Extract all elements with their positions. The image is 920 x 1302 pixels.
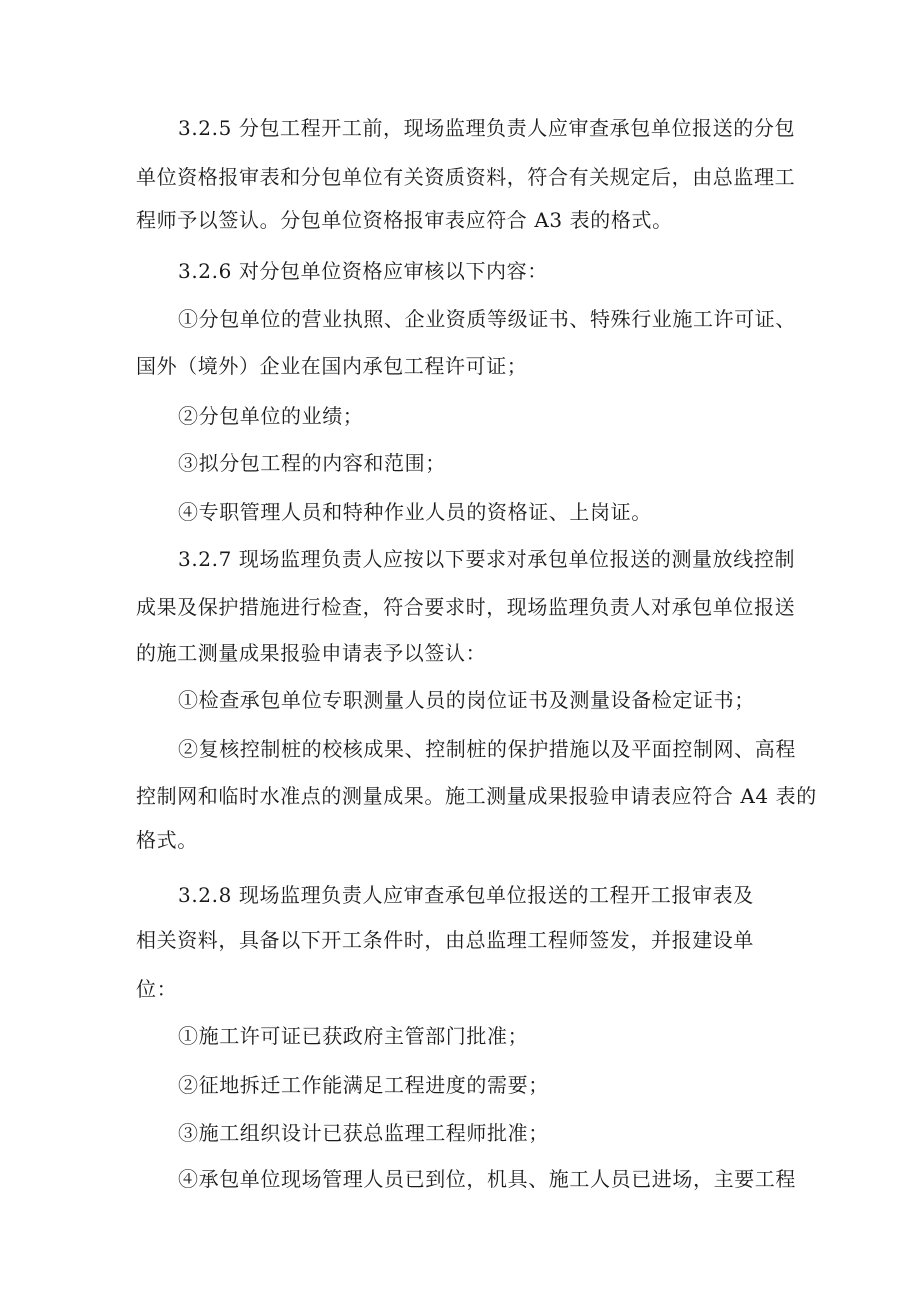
paragraph-line: ④承包单位现场管理人员已到位，机具、施工人员已进场，主要工程 (178, 1167, 796, 1191)
paragraph-line: ④专职管理人员和特种作业人员的资格证、上岗证。 (178, 500, 652, 524)
paragraph-line: ①检查承包单位专职测量人员的岗位证书及测量设备检定证书； (178, 688, 755, 712)
paragraph-line: ②分包单位的业绩； (178, 404, 364, 428)
paragraph-line: 控制网和临时水准点的测量成果。施工测量成果报验申请表应符合 A4 表的 (136, 784, 817, 808)
paragraph-line: ③施工组织设计已获总监理工程师批准； (178, 1121, 549, 1145)
paragraph-line: ①分包单位的营业执照、企业资质等级证书、特殊行业施工许可证、 (178, 307, 796, 331)
paragraph-line: 国外（境外）企业在国内承包工程许可证； (136, 354, 528, 378)
paragraph-line: 相关资料，具备以下开工条件时，由总监理工程师签发，并报建设单 (136, 928, 754, 952)
paragraph-line: 3.2.8 现场监理负责人应审查承包单位报送的工程开工报审表及 (178, 883, 754, 907)
paragraph-line: 程师予以签认。分包单位资格报审表应符合 A3 表的格式。 (136, 208, 673, 232)
paragraph-line: 格式。 (136, 828, 198, 852)
paragraph-line: 3.2.7 现场监理负责人应按以下要求对承包单位报送的测量放线控制 (178, 547, 796, 571)
paragraph-line: 3.2.5 分包工程开工前，现场监理负责人应审查承包单位报送的分包 (178, 116, 796, 140)
paragraph-line: 位： (136, 977, 178, 1001)
paragraph-line: ②征地拆迁工作能满足工程进度的需要； (178, 1073, 549, 1097)
paragraph-line: 成果及保护措施进行检查，符合要求时，现场监理负责人对承包单位报送 (136, 595, 796, 619)
paragraph-line: ②复核控制桩的校核成果、控制桩的保护措施以及平面控制网、高程 (178, 737, 796, 761)
paragraph-line: 3.2.6 对分包单位资格应审核以下内容： (178, 259, 548, 283)
paragraph-line: 的施工测量成果报验申请表予以签认： (136, 641, 487, 665)
paragraph-line: ①施工许可证已获政府主管部门批准； (178, 1024, 529, 1048)
paragraph-line: 单位资格报审表和分包单位有关资质资料，符合有关规定后，由总监理工 (136, 165, 796, 189)
paragraph-line: ③拟分包工程的内容和范围； (178, 451, 446, 475)
